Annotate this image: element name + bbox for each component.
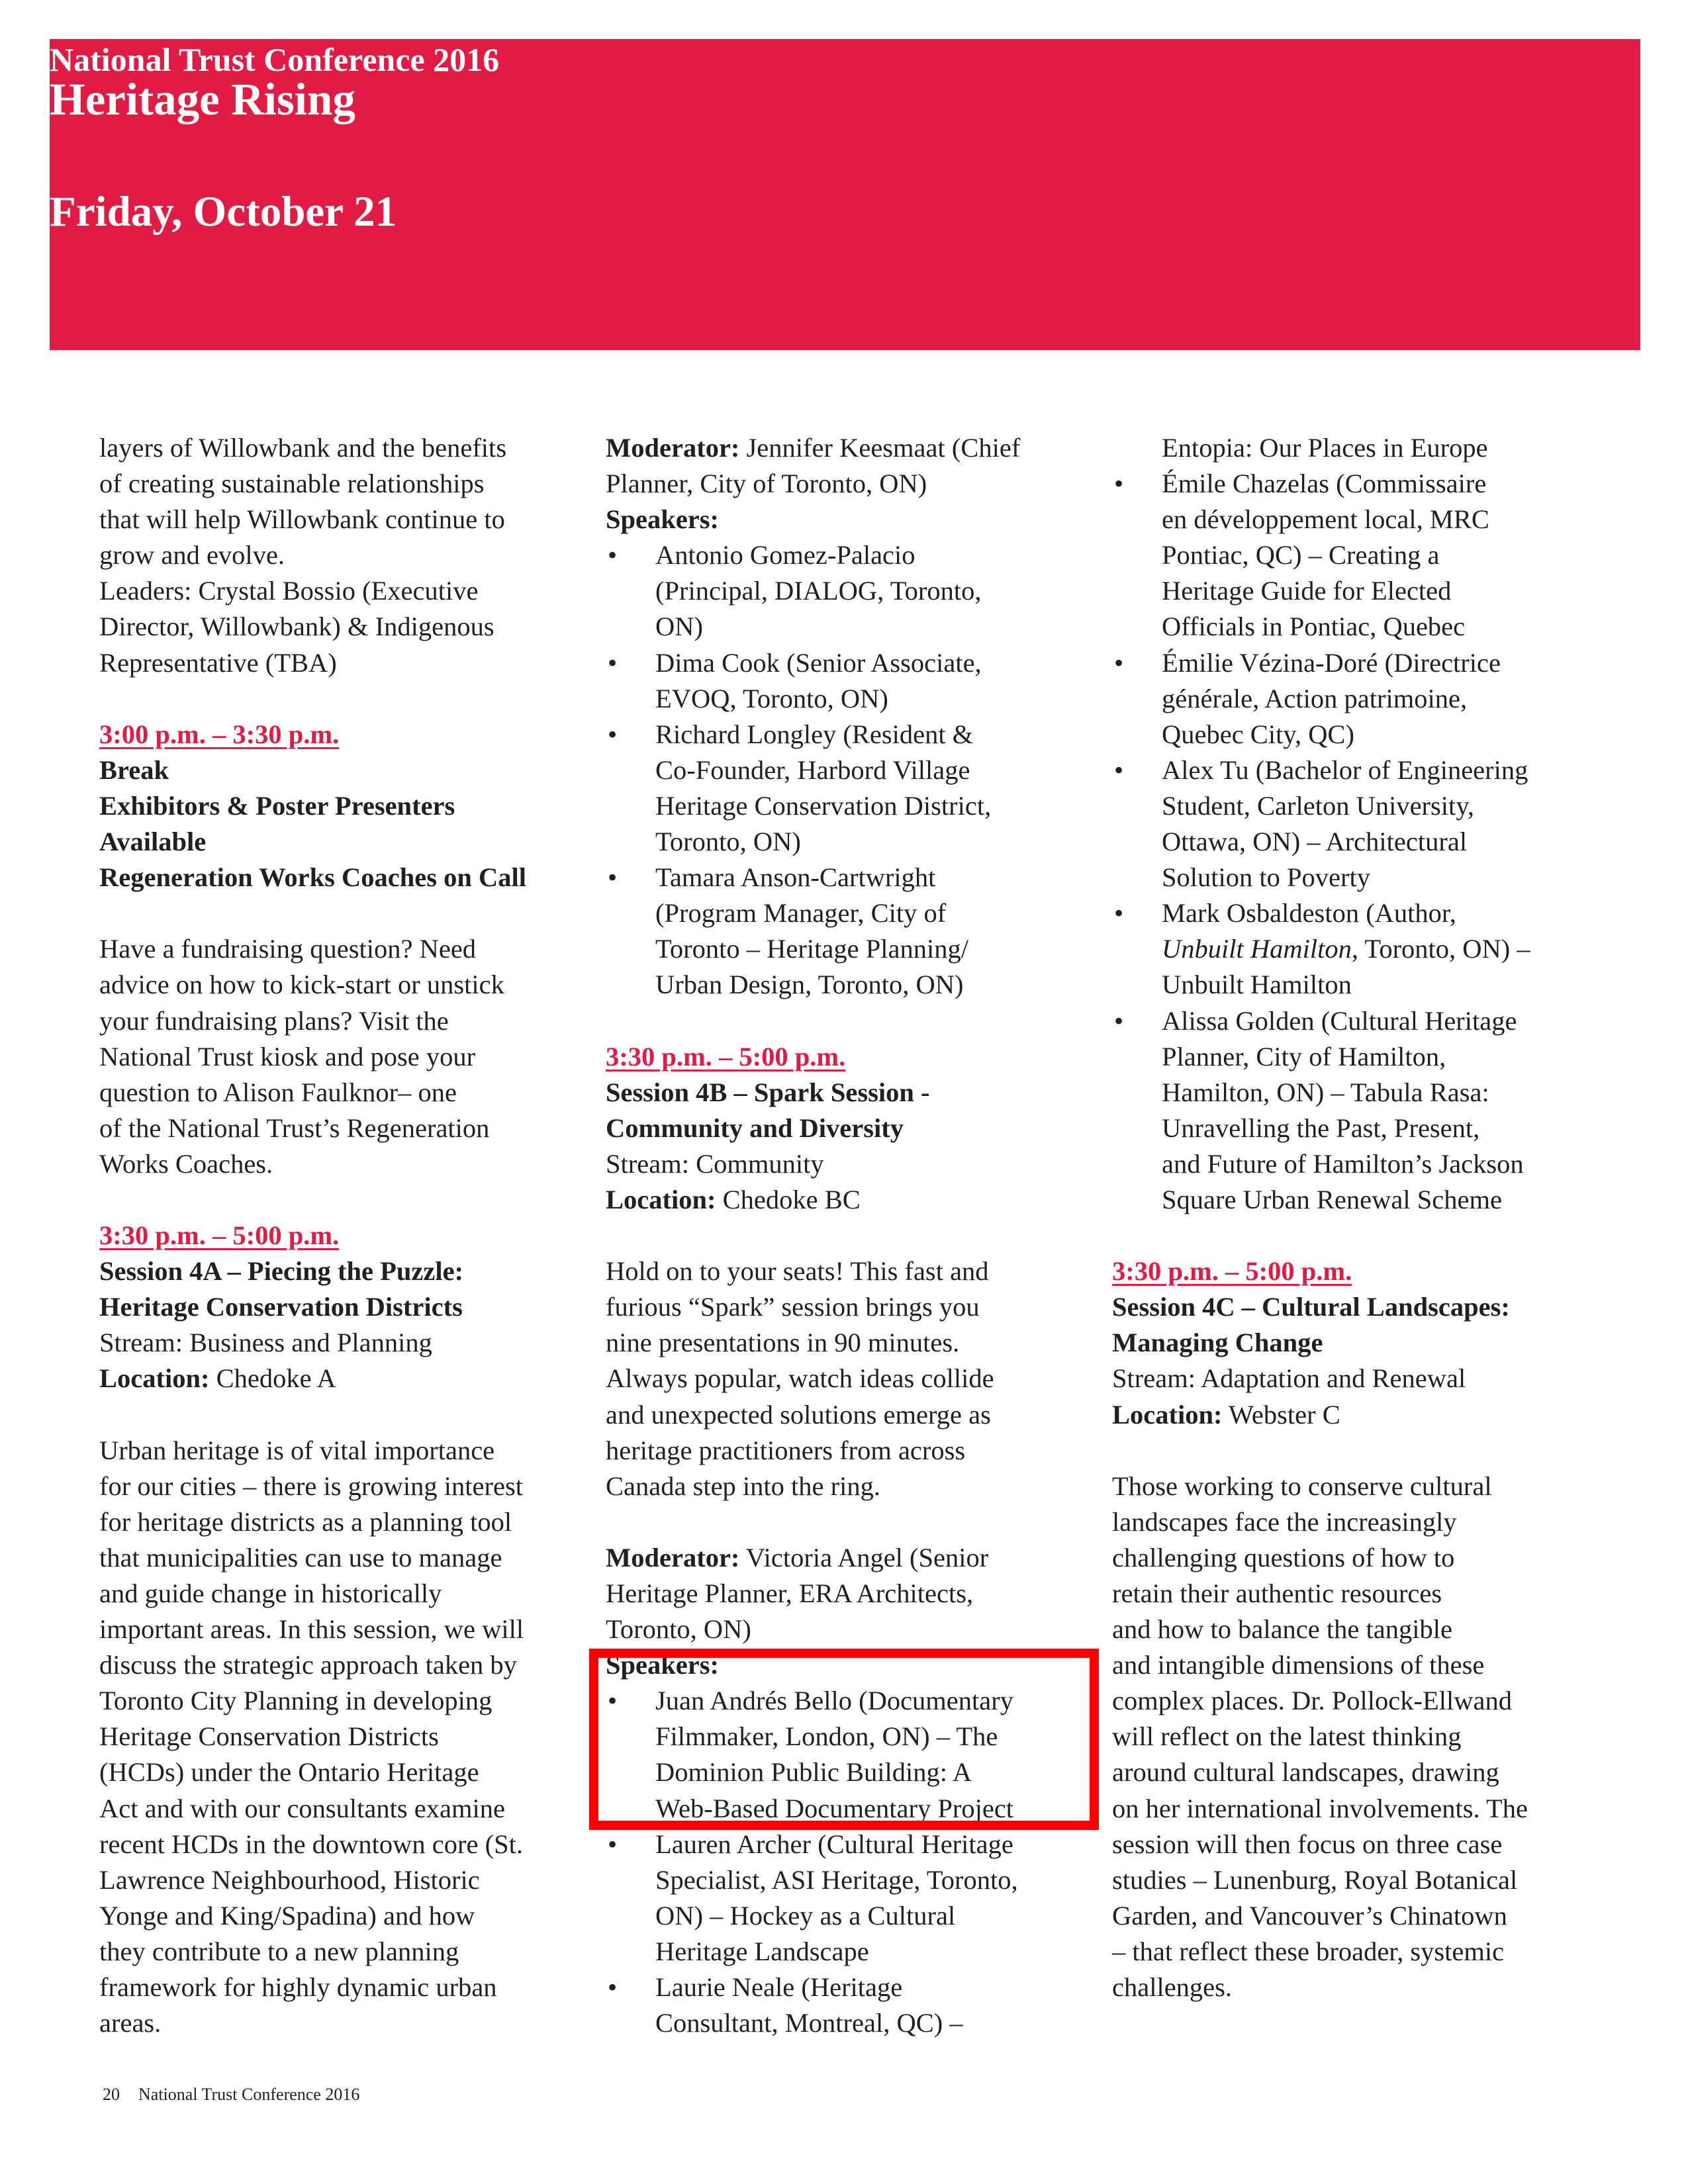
session-4b-desc: and unexpected solutions emerge as [606,1399,991,1430]
bullet-icon: • [608,1829,618,1859]
session-4a-desc: Heritage Conservation Districts [99,1721,439,1752]
conference-name: National Trust Conference 2016 [50,41,500,78]
session-4a-desc: Lawrence Neighbourhood, Historic [99,1864,480,1895]
column-1 [99,430,526,2041]
session-4a-desc: for our cities – there is growing interest [99,1471,523,1501]
session-4a-desc: discuss the strategic approach taken by [99,1650,517,1680]
fundraising-line: National Trust kiosk and pose your [99,1041,476,1071]
bullet-icon: • [608,647,618,678]
moderator: Moderator: Jennifer Keesmaat (Chief [606,433,1021,463]
intro-line: Representative (TBA) [99,647,337,678]
book-title: Unbuilt Hamilton [1162,934,1352,964]
session-4b-title: Session 4B – Spark Session - [606,1077,930,1107]
list-item: • Laurie Neale (Heritage Consultant, Montreal, QC) – [606,1970,1020,2041]
intro-line: Director, Willowbank) & Indigenous [99,612,494,642]
session-4c-desc: retain their authentic resources [1112,1578,1442,1608]
fundraising-line: Works Coaches. [99,1148,273,1179]
session-4b-moderator-cont: Toronto, ON) [606,1614,751,1645]
session-4a-desc: for heritage districts as a planning tool [99,1506,512,1537]
bullet-icon: • [1114,647,1124,678]
fundraising-line: your fundraising plans? Visit the [99,1005,449,1036]
session-4c-time: 3:30 p.m. – 5:00 p.m. [1112,1256,1352,1287]
session-4c-stream: Stream: Adaptation and Renewal [1112,1363,1466,1394]
page-footer [103,2085,359,2105]
session-4a-desc: that municipalities can use to manage [99,1542,502,1572]
intro-line: Leaders: Crystal Bossio (Executive [99,576,479,606]
bullet-icon: • [608,540,618,570]
session-4b-desc: furious “Spark” session brings you [606,1292,980,1322]
session-4c-desc: landscapes face the increasingly [1112,1506,1457,1537]
session-4c-desc: Garden, and Vancouver’s Chinatown [1112,1900,1507,1931]
session-4b-moderator-cont: Heritage Planner, ERA Architects, [606,1578,974,1608]
list-item: • Juan Andrés Bello (Documentary Filmmaker, London, ON) – The Dominion Public Building: A Web-Based Documentary Project [606,1683,1020,1826]
session-4a-desc: framework for highly dynamic urban [99,1972,497,2003]
bullet-icon: • [1114,898,1124,929]
list-item: • Alissa Golden (Cultural Heritage Planner, City of Hamilton, Hamilton, ON) – Tabula Rasa: Unravelling the Past, Present, and Future of Hamilton’s Jackson Square Urban Renewal Scheme [1112,1003,1530,1218]
session-4a-desc: Urban heritage is of vital importance [99,1435,495,1465]
session-4a-desc: important areas. In this session, we will [99,1614,524,1645]
break-time: 3:00 p.m. – 3:30 p.m. [99,719,340,749]
page-title: Heritage Rising [50,74,355,124]
session-4b-location: Location: Chedoke BC [606,1184,861,1214]
speaker-list-cont [1112,466,1530,1218]
footer-title: National Trust Conference 2016 [138,2085,360,2104]
fundraising-line: question to Alison Faulknor– one [99,1077,457,1107]
fundraising-line: of the National Trust’s Regeneration [99,1113,490,1143]
list-item: • Mark Osbaldeston (Author, Unbuilt Hamilton, Toronto, ON) – Unbuilt Hamilton [1112,895,1530,1003]
session-4b-title: Community and Diversity [606,1113,904,1143]
session-4a-desc: Toronto City Planning in developing [99,1686,492,1716]
break-line: Available [99,827,207,857]
speakers-label: Speakers: [606,504,719,535]
fundraising-line: advice on how to kick-start or unstick [99,970,504,1000]
speaker-list [606,537,1020,1003]
session-4a-desc: areas. [99,2008,162,2038]
session-4c-desc: session will then focus on three case [1112,1829,1503,1859]
highlight-box [589,1649,1099,1830]
session-4c-desc: around cultural landscapes, drawing [1112,1757,1499,1788]
session-4a-desc: recent HCDs in the downtown core (St. [99,1829,523,1859]
session-4a-stream: Stream: Business and Planning [99,1328,432,1358]
bullet-icon: • [1114,754,1124,785]
session-4a-desc: Act and with our consultants examine [99,1793,505,1823]
bullet-icon: • [608,862,618,893]
session-4c-title: Managing Change [1112,1328,1323,1358]
list-item: • Émilie Vézina-Doré (Directrice générale, Action patrimoine, Quebec City, QC) [1112,645,1530,752]
session-4c-desc: challenges. [1112,1972,1233,2003]
session-4a-desc: and guide change in historically [99,1578,442,1608]
session-4c-desc: Those working to conserve cultural [1112,1471,1492,1501]
session-4c-desc: and how to balance the tangible [1112,1614,1452,1645]
session-4c-desc: complex places. Dr. Pollock-Ellwand [1112,1686,1512,1716]
session-4a-desc: they contribute to a new planning [99,1936,459,1966]
session-4b-desc: nine presentations in 90 minutes. [606,1328,960,1358]
session-4b-moderator: Moderator: Victoria Angel (Senior [606,1542,989,1572]
session-4b-desc: Canada step into the ring. [606,1471,881,1501]
intro-line: of creating sustainable relationships [99,469,485,499]
bullet-icon: • [608,1972,618,2003]
page-number: 20 [103,2085,120,2104]
bullet-icon: • [608,719,618,749]
bullet-icon: • [608,1686,618,1716]
intro-line: grow and evolve. [99,540,285,570]
session-4c-desc: on her international involvements. The [1112,1793,1528,1823]
list-item: • Richard Longley (Resident & Co-Founder, Harbord Village Heritage Conservation District, Toronto, ON) [606,717,1020,860]
intro-line: layers of Willowbank and the benefits [99,433,507,463]
session-4b-stream: Stream: Community [606,1148,824,1179]
list-item: • Alex Tu (Bachelor of Engineering Student, Carleton University, Ottawa, ON) – Architectural Solution to Poverty [1112,752,1530,895]
session-4c-desc: studies – Lunenburg, Royal Botanical [1112,1864,1518,1895]
session-4b-desc: Always popular, watch ideas collide [606,1363,994,1394]
break-line: Regeneration Works Coaches on Call [99,862,526,893]
list-item: • Émile Chazelas (Commissaire en développement local, MRC Pontiac, QC) – Creating a Heritage Guide for Elected Officials in Pontiac, Quebec [1112,466,1530,645]
session-4c-desc: challenging questions of how to [1112,1542,1455,1572]
session-4b-speakers-label: Speakers: [606,1650,719,1680]
moderator-cont: Planner, City of Toronto, ON) [606,469,927,499]
session-4a-desc: (HCDs) under the Ontario Heritage [99,1757,479,1788]
list-item: • Antonio Gomez-Palacio (Principal, DIALOG, Toronto, ON) [606,537,1020,645]
speaker-cont: Entopia: Our Places in Europe [1162,433,1488,463]
list-item: • Dima Cook (Senior Associate, EVOQ, Toronto, ON) [606,645,1020,717]
session-4c-desc: – that reflect these broader, systemic [1112,1936,1505,1966]
break-line: Exhibitors & Poster Presenters [99,790,455,821]
column-3 [1112,430,1530,2005]
session-4a-title: Heritage Conservation Districts [99,1292,463,1322]
session-4b-desc: heritage practitioners from across [606,1435,966,1465]
list-item: • Tamara Anson-Cartwright (Program Manager, City of Toronto – Heritage Planning/ Urban Design, Toronto, ON) [606,860,1020,1003]
session-4a-desc: Yonge and King/Spadina) and how [99,1900,475,1931]
intro-line: that will help Willowbank continue to [99,504,505,535]
break-line: Break [99,754,169,785]
session-4a-location: Location: Chedoke A [99,1363,336,1394]
list-item: • Lauren Archer (Cultural Heritage Specialist, ASI Heritage, Toronto, ON) – Hockey as a Cultural Heritage Landscape [606,1827,1020,1970]
day-heading: Friday, October 21 [50,188,397,236]
session-4a-title: Session 4A – Piecing the Puzzle: [99,1256,464,1287]
session-4b-time: 3:30 p.m. – 5:00 p.m. [606,1041,846,1071]
bullet-icon: • [1114,469,1124,499]
session-4c-title: Session 4C – Cultural Landscapes: [1112,1292,1510,1322]
session-4c-desc: will reflect on the latest thinking [1112,1721,1462,1752]
session-4a-time: 3:30 p.m. – 5:00 p.m. [99,1220,340,1251]
session-4c-location: Location: Webster C [1112,1399,1340,1430]
fundraising-line: Have a fundraising question? Need [99,934,477,964]
session-4c-desc: and intangible dimensions of these [1112,1650,1485,1680]
bullet-icon: • [1114,1005,1124,1036]
session-4b-desc: Hold on to your seats! This fast and [606,1256,989,1287]
